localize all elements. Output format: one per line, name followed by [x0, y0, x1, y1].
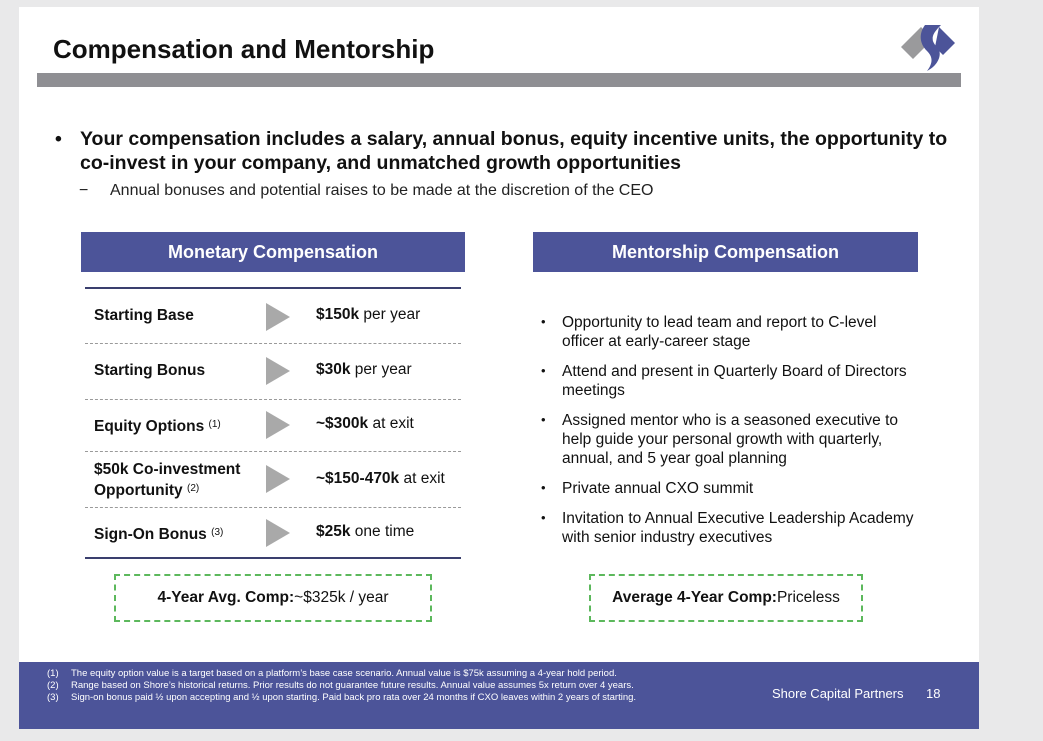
row-value: ~$300k at exit: [316, 415, 414, 432]
intro-bullet-text: Your compensation includes a salary, annual bonus, equity incentive units, the opportunity to co-invest in your company, and unmatched growth opportunities: [80, 128, 948, 174]
bullet-dot: •: [541, 363, 546, 378]
row-divider: [85, 451, 461, 452]
footnotes: [47, 668, 636, 704]
summary-value: Priceless: [776, 589, 840, 606]
row-value: $25k one time: [316, 523, 415, 540]
footer-brand: Shore Capital Partners: [772, 686, 904, 701]
summary-label: Average 4-Year Comp:: [612, 589, 777, 606]
table-top-rule: [85, 287, 461, 289]
mentorship-heading: Mentorship Compensation: [533, 232, 918, 272]
triangle-right-icon: [266, 465, 290, 493]
list-item-text: Attend and present in Quarterly Board of Directors meetings: [562, 363, 907, 399]
bullet-dot: •: [541, 510, 546, 525]
sub-bullet-dash: −: [79, 182, 89, 199]
footer: [19, 662, 979, 729]
slide: [19, 7, 979, 729]
list-item-text: Invitation to Annual Executive Leadership Academy with senior industry executives: [562, 510, 914, 546]
intro-sub-bullet-text: Annual bonuses and potential raises to be made at the discretion of the CEO: [110, 182, 654, 199]
row-value: $150k per year: [316, 306, 421, 323]
list-item-text: Assigned mentor who is a seasoned executive to help guide your personal growth with quarterly, annual, and 5 year goal planning: [562, 412, 899, 467]
mentorship-summary-box: [589, 574, 863, 622]
row-divider: [85, 507, 461, 508]
list-item-text: Opportunity to lead team and report to C-level officer at early-career stage: [562, 314, 877, 350]
bullet-dot: •: [541, 412, 546, 427]
row-label: Starting Base: [94, 307, 194, 324]
bullet-dot: •: [541, 314, 546, 329]
row-label: Starting Bonus: [94, 362, 206, 379]
triangle-right-icon: [266, 519, 290, 547]
title-bar: [37, 73, 961, 87]
bullet-dot: •: [541, 480, 546, 495]
summary-value: ~$325k / year: [294, 589, 389, 606]
footnote: (3) Sign-on bonus paid ½ upon accepting and ½ upon starting. Paid back pro rata over 24 months if CXO leaves within 2 years of starting.: [47, 692, 637, 703]
triangle-right-icon: [266, 303, 290, 331]
page-title: Compensation and Mentorship: [53, 34, 435, 64]
triangle-right-icon: [266, 357, 290, 385]
row-value: $30k per year: [316, 361, 412, 378]
row-divider: [85, 343, 461, 344]
triangle-right-icon: [266, 411, 290, 439]
row-label: Sign-On Bonus $^{(3)}$: [94, 526, 224, 543]
row-value: ~$150-470k at exit: [316, 470, 445, 487]
table-bottom-rule: [85, 557, 461, 559]
monetary-summary-box: [114, 574, 432, 622]
monetary-heading: Monetary Compensation: [81, 232, 465, 272]
shore-logo-icon: [899, 21, 959, 73]
row-label: Equity Options $^{(1)}$: [94, 418, 221, 435]
row-label: $50k Co-investment Opportunity $^{(2)}$: [94, 461, 241, 499]
page-number: 18: [926, 686, 941, 701]
footnote: (2) Range based on Shore’s historical returns. Prior results do not guarantee future results. Annual value assumes 5x return over 4 years.: [47, 680, 634, 691]
list-item-text: Private annual CXO summit: [562, 480, 754, 497]
row-divider: [85, 399, 461, 400]
footnote: (1) The equity option value is a target based on a platform’s base case scenario. Annual value is $75k assuming a 4-year hold period.: [47, 668, 617, 679]
summary-label: 4-Year Avg. Comp:: [157, 589, 295, 606]
bullet-dot: •: [55, 128, 62, 150]
